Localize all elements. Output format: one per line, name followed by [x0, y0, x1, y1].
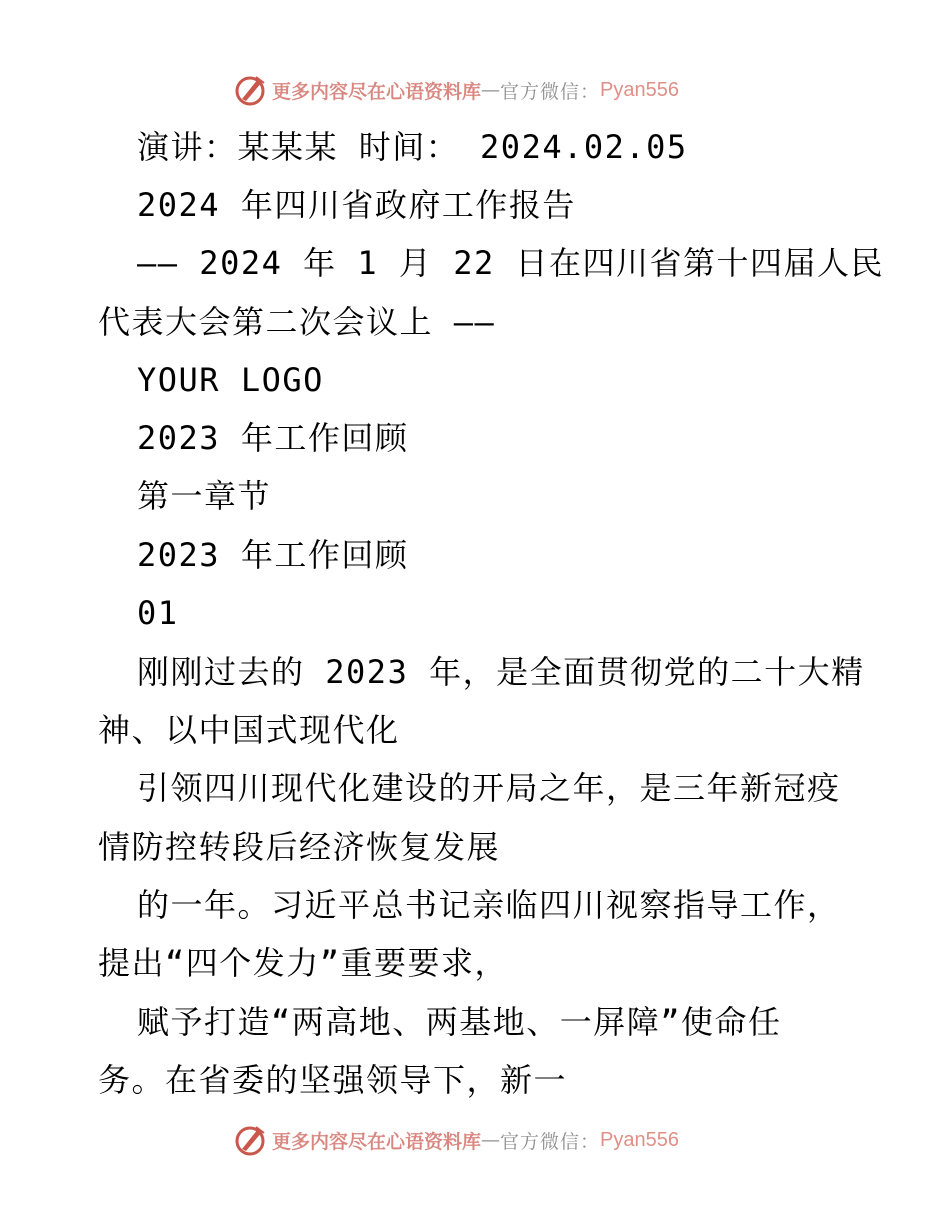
section-heading: 2023 年工作回顾: [137, 419, 409, 457]
watermark-main-text: 更多内容尽在心语资料库: [272, 80, 482, 103]
paragraph-line: 的一年。习近平总书记亲临四川视察指导工作，: [137, 886, 841, 924]
section-heading-repeat: 2023 年工作回顾: [137, 536, 409, 574]
paragraph-line: 提出“四个发力”重要要求，: [98, 944, 509, 982]
watermark-wechat-label: 官方微信：: [500, 80, 601, 103]
paragraph-line: 神、以中国式现代化: [98, 711, 400, 749]
speech-meta-line: 演讲：某某某 时间： 2024.02.05: [137, 128, 688, 166]
watermark-wechat-id: Pyan556: [600, 1128, 679, 1151]
report-subtitle-line-2: 代表大会第二次会议上 ——: [98, 303, 496, 341]
watermark-separator: —: [481, 79, 501, 101]
quill-pen-logo-icon: [234, 1123, 268, 1157]
watermark-separator: —: [481, 1129, 501, 1151]
watermark-main-text: 更多内容尽在心语资料库: [272, 1130, 482, 1153]
paragraph-line: 赋予打造“两高地、两基地、一屏障”使命任: [137, 1003, 782, 1041]
watermark-wechat-label: 官方微信：: [500, 1130, 601, 1153]
paragraph-line: 务。在省委的坚强领导下，新一: [98, 1061, 568, 1099]
logo-placeholder-text: YOUR LOGO: [137, 361, 324, 399]
paragraph-line: 引领四川现代化建设的开局之年，是三年新冠疫: [137, 769, 841, 807]
report-title: 2024 年四川省政府工作报告: [137, 186, 576, 224]
section-number: 01: [137, 594, 179, 632]
watermark-wechat-id: Pyan556: [600, 78, 679, 101]
report-subtitle-line-1: —— 2024 年 1 月 22 日在四川省第十四届人民: [137, 244, 884, 282]
paragraph-line: 情防控转段后经济恢复发展: [98, 828, 501, 866]
chapter-label: 第一章节: [137, 477, 272, 515]
paragraph-line: 刚刚过去的 2023 年，是全面贯彻党的二十大精: [137, 653, 865, 691]
footer-watermark: [234, 1120, 714, 1160]
